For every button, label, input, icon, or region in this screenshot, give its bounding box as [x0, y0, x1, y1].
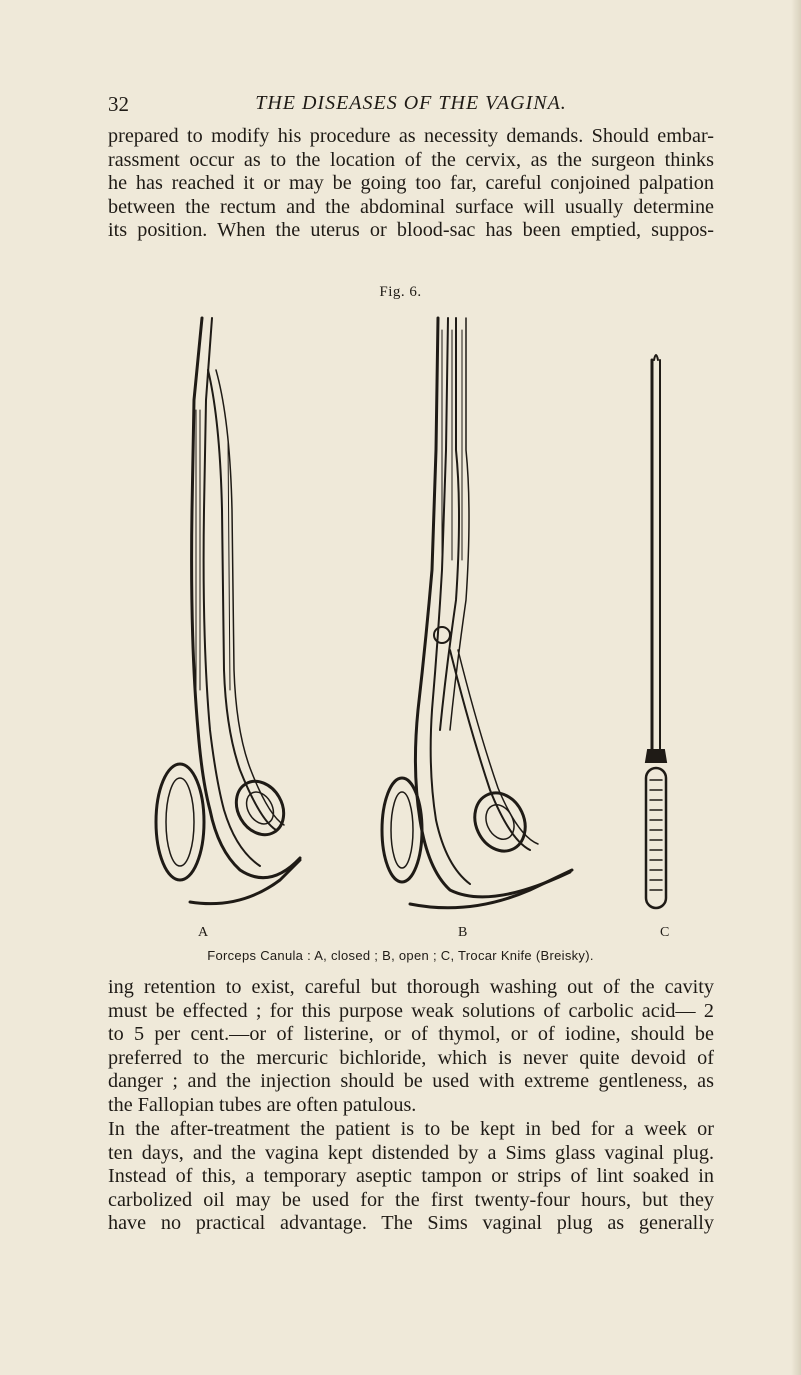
text-line: ing retention to exist, careful but thorough washing out of the cavity — [108, 976, 714, 998]
figure-letter-a: A — [198, 925, 210, 940]
text-line: ten days, and the vagina kept distended by a Sims glass vaginal plug. — [108, 1141, 714, 1164]
forceps-closed-illustration — [156, 318, 300, 904]
text-line: preferred to the mercuric bichloride, which is never quite devoid of — [108, 1046, 714, 1069]
figure-caption: Forceps Canula : A, closed ; B, open ; C, Trocar Knife (Breisky). — [207, 948, 594, 963]
figure-label: Fig. 6. — [379, 284, 422, 300]
paragraph-last — [108, 1118, 714, 1236]
figure-letter-c: C — [660, 925, 671, 940]
figure-illustration — [150, 310, 690, 922]
text-line: danger ; and the injection should be used with extreme gentleness, as — [108, 1070, 714, 1093]
forceps-open-illustration — [382, 318, 572, 908]
page-number: 32 — [108, 92, 129, 116]
running-title: THE DISEASES OF THE VAGINA. — [255, 92, 567, 114]
text-line: the Fallopian tubes are often patulous. — [108, 1093, 417, 1116]
running-head — [108, 92, 714, 118]
text-line: carbolized oil may be used for the first twenty-four hours, but they — [108, 1188, 714, 1211]
figure-letter-b: B — [458, 925, 469, 940]
paragraph-bottom — [108, 976, 714, 1118]
text-line: he has reached it or may be going too far, careful conjoined palpation — [108, 172, 714, 195]
text-line: prepared to modify his procedure as necessity demands. Should embar- — [108, 125, 714, 147]
text-line: between the rectum and the abdominal surface will usually determine — [108, 195, 714, 218]
text-line: must be effected ; for this purpose weak solutions of carbolic acid— 2 — [108, 999, 714, 1022]
text-line: rassment occur as to the location of the cervix, as the surgeon thinks — [108, 148, 714, 171]
paragraph-top — [108, 125, 714, 243]
text-line: to 5 per cent.—or of listerine, or of thymol, or of iodine, should be — [108, 1023, 714, 1046]
text-line: In the after-treatment the patient is to be kept in bed for a week or — [108, 1118, 714, 1140]
text-line: Instead of this, a temporary aseptic tampon or strips of lint soaked in — [108, 1165, 714, 1188]
text-line: its position. When the uterus or blood-sac has been emptied, suppos- — [108, 219, 714, 242]
page-edge-shadow — [791, 0, 801, 1375]
text-line: have no practical advantage. The Sims vaginal plug as generally — [108, 1212, 714, 1235]
trocar-knife-illustration — [646, 355, 666, 908]
